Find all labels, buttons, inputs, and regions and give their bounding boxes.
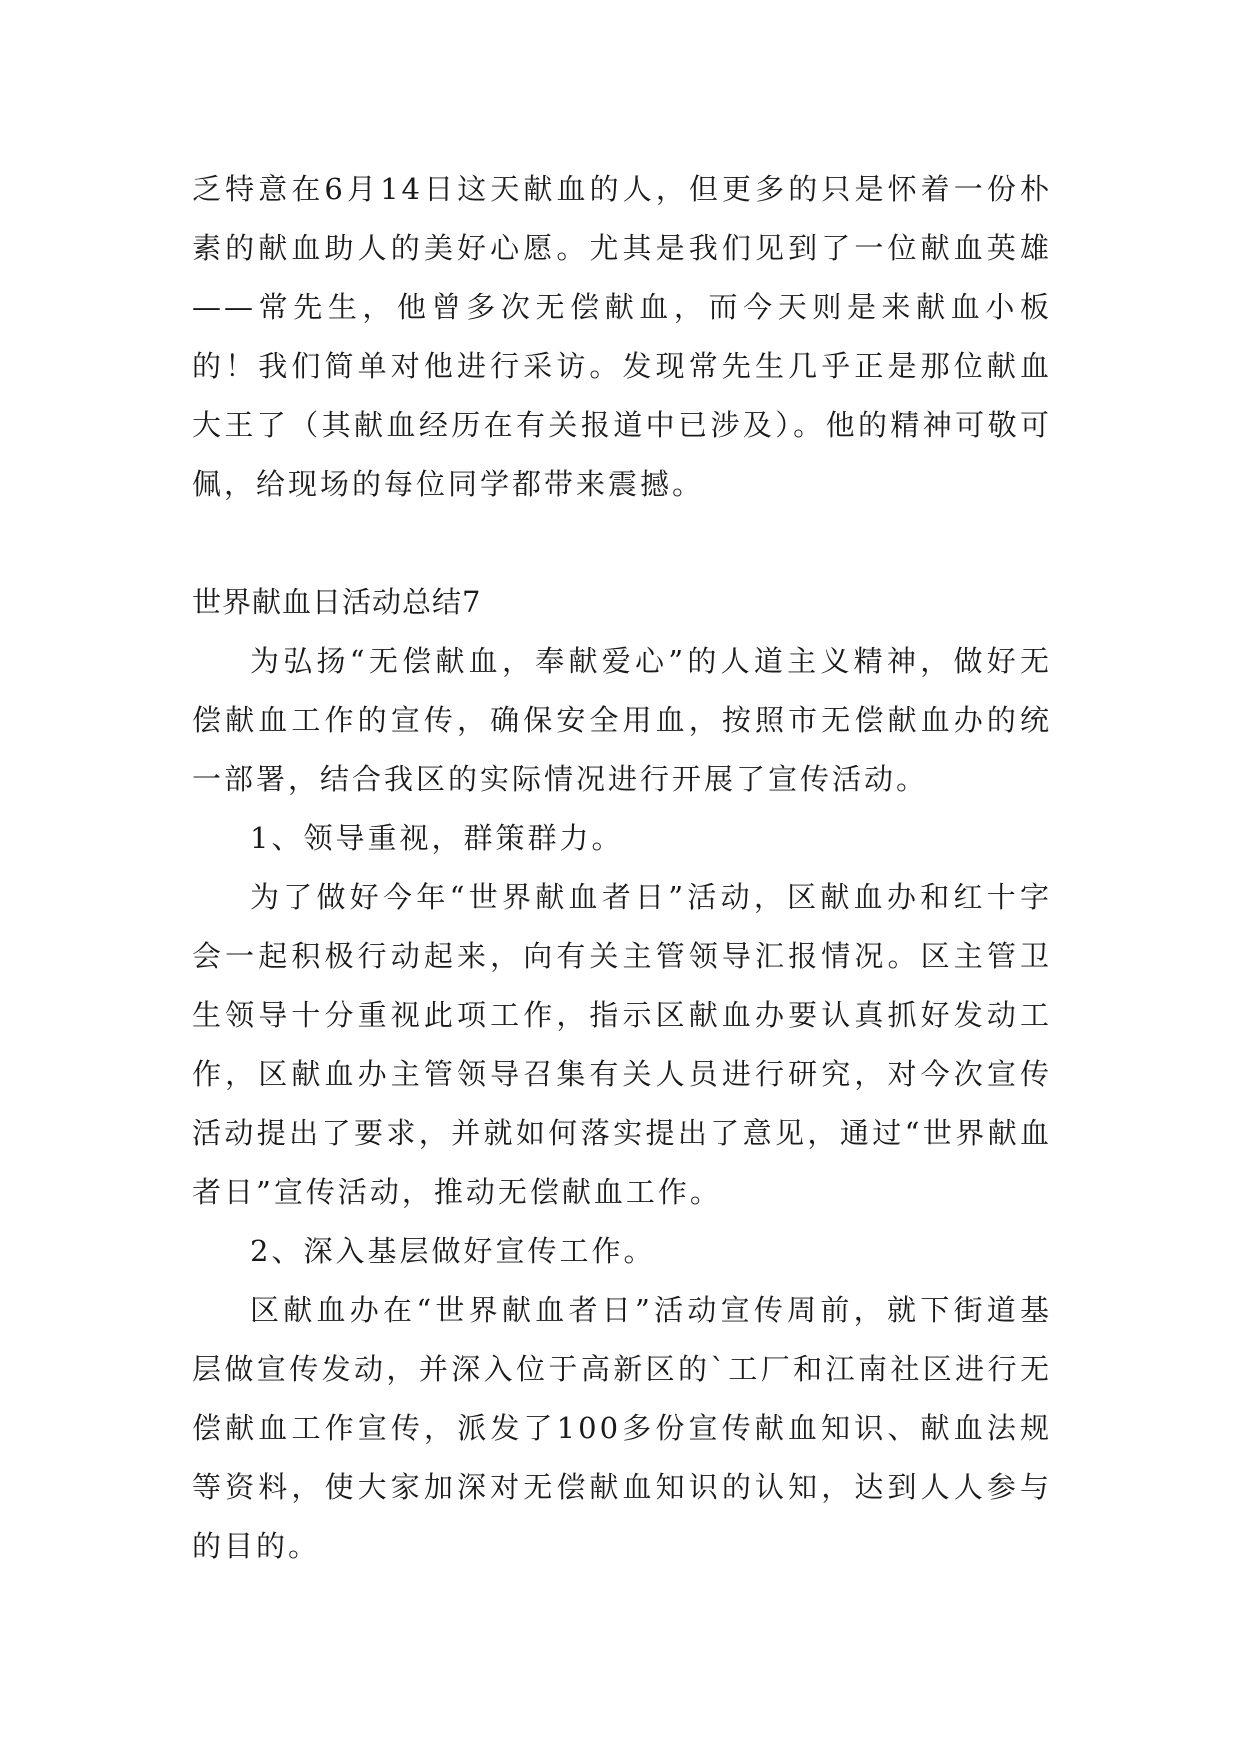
intro-paragraph: 乏特意在6月14日这天献血的人，但更多的只是怀着一份朴素的献血助人的美好心愿。尤其是我们见到了一位献血英雄——常先生，他曾多次无偿献血，而今天则是来献血小板的！我们简单对他进行采访。发现常先生几乎正是那位献血大王了（其献血经历在有关报道中已涉及）。他的精神可敬可佩，给现场的每位同学都带来震撼。 [192, 172, 1052, 501]
list-heading-1: 1、领导重视，群策群力。 [250, 821, 624, 855]
body-paragraph: 为弘扬“无偿献血，奉献爱心”的人道主义精神，做好无偿献血工作的宣传，确保安全用血，按照市无偿献血办的统一部署，结合我区的实际情况进行开展了宣传活动。 [192, 644, 1052, 796]
body-paragraph: 区献血办在“世界献血者日”活动宣传周前，就下街道基层做宣传发动，并深入位于高新区的`工厂和江南社区进行无偿献血工作宣传，派发了100多份宣传献血知识、献血法规等资料，使大家加深对无偿献血知识的认知，达到人人参与的目的。 [192, 1293, 1052, 1563]
section-title: 世界献血日活动总结7 [192, 585, 482, 619]
section-gap [192, 514, 1052, 573]
body-paragraph: 为了做好今年“世界献血者日”活动，区献血办和红十字会一起积极行动起来，向有关主管领导汇报情况。区主管卫生领导十分重视此项工作，指示区献血办要认真抓好发动工作，区献血办主管领导召集有关人员进行研究，对今次宣传活动提出了要求，并就如何落实提出了意见，通过“世界献血者日”宣传活动，推动无偿献血工作。 [192, 880, 1052, 1209]
document-body [192, 160, 1052, 1576]
list-heading-2: 2、深入基层做好宣传工作。 [250, 1234, 656, 1268]
